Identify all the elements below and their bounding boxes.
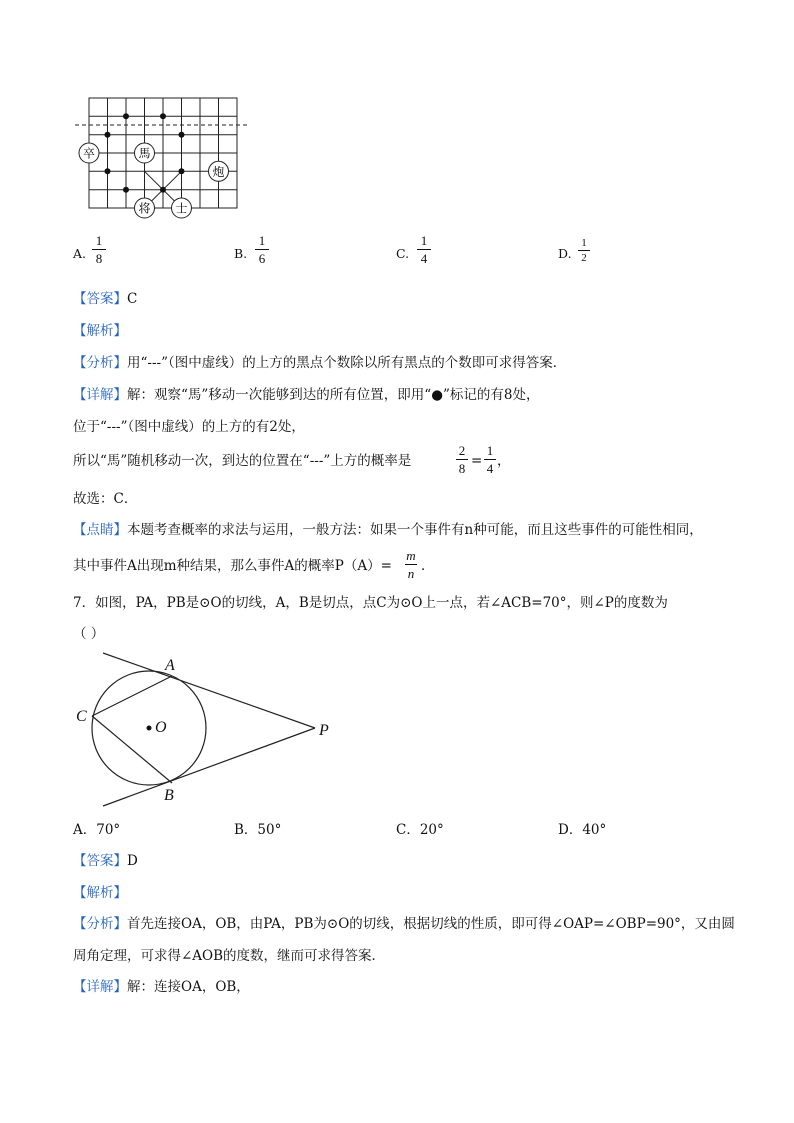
q6-answer (73, 290, 137, 308)
label-o: O (155, 719, 167, 736)
svg-text:炮: 炮 (212, 164, 225, 179)
piece-zu (79, 143, 99, 163)
detail-tag: 【详解】 (73, 387, 127, 403)
q7-detail-line-1 (73, 978, 250, 996)
answer-tag: 【答案】 (73, 291, 127, 307)
detail-tag: 【详解】 (73, 979, 127, 995)
piece-shi (172, 198, 192, 218)
q6-comment-line-2: 其中事件A出现m种结果，那么事件A的概率P（A）= (73, 558, 392, 574)
q6-detail-line-3: 所以“馬”随机移动一次，到达的位置在“---”上方的概率是 (73, 453, 412, 469)
piece-jiang (135, 198, 155, 218)
chess-board-figure (70, 88, 260, 223)
q6-prob-frac-1: 2 8 (456, 443, 468, 476)
q7-stem-line-2: （ ） (73, 626, 105, 642)
q6-prob-frac-2: 1 4 (484, 443, 496, 476)
answer-tag: 【答案】 (73, 853, 127, 869)
q6-detail-line-1 (73, 386, 539, 404)
fenxi-tag: 【分析】 (73, 916, 127, 932)
answer-value: C (127, 291, 138, 307)
label-c: C (76, 708, 87, 725)
label-a: A (165, 657, 175, 674)
chord-ca (92, 676, 172, 716)
q7-option-d: D．40° (558, 822, 607, 838)
q7-answer (73, 852, 138, 870)
detail-text: 解：观察“馬”移动一次能够到达的所有位置，即用“●”标记的有8处， (127, 387, 540, 403)
q6-option-d-fraction: 1 2 (578, 237, 590, 264)
label-p: P (319, 722, 329, 739)
fenxi-tag: 【分析】 (73, 355, 127, 371)
q6-option-c-fraction: 1 4 (417, 233, 431, 266)
q6-comment-line-1 (73, 521, 703, 539)
q6-equals: = (471, 453, 483, 469)
q6-option-a-fraction: 1 8 (92, 233, 106, 266)
fenxi-text: 用“---”（图中虚线）的上方的黑点个数除以所有黑点的个数即可求得答案． (127, 355, 567, 371)
svg-text:卒: 卒 (82, 146, 96, 161)
q7-analysis-tag: 【解析】 (73, 885, 127, 901)
q7-stem-line-1: 7．如图，PA，PB是⊙O的切线，A，B是切点，点C为⊙O上一点，若∠ACB=70°，则∠P的度数为 (73, 595, 668, 611)
q6-conclusion: 故选：C． (73, 491, 138, 507)
label-b: B (164, 787, 174, 804)
q6-detail-line-3-end: ， (497, 453, 511, 469)
q6-option-b-fraction: 1 6 (255, 233, 269, 266)
fenxi-text: 首先连接OA，OB，由PA，PB为⊙O的切线，根据切线的性质，即可得∠OAP=∠OBP=90°，又由圆 (127, 916, 735, 932)
q6-option-c-label: C. (396, 246, 410, 261)
tangent-pb (103, 728, 315, 806)
q6-fenxi (73, 354, 566, 372)
q6-option-a-label: A. (73, 246, 87, 261)
answer-value: D (127, 853, 138, 869)
center-dot (147, 726, 152, 731)
q7-option-c: C．20° (396, 822, 444, 838)
q7-option-b: B．50° (234, 822, 282, 838)
svg-text:将: 将 (138, 201, 151, 216)
q7-circle-figure (70, 648, 340, 813)
detail-text: 解：连接OA，OB， (127, 979, 250, 995)
q6-option-d-label: D. (558, 246, 572, 261)
comment-text: 本题考查概率的求法与运用，一般方法：如果一个事件有n种可能，而且这些事件的可能性相同， (127, 522, 703, 538)
svg-text:士: 士 (175, 201, 188, 216)
q6-comment-end: ． (421, 558, 435, 574)
comment-tag: 【点睛】 (73, 522, 127, 538)
svg-text:馬: 馬 (138, 146, 151, 161)
piece-ma (135, 143, 155, 163)
q6-detail-line-2: 位于“---”（图中虚线）的上方的有2处， (73, 419, 305, 435)
q6-option-b-label: B. (234, 246, 248, 261)
q6-analysis-tag: 【解析】 (73, 323, 127, 339)
piece-pao (209, 161, 229, 181)
q7-fenxi-line-1 (73, 915, 735, 933)
tangent-pa (103, 653, 315, 728)
q7-fenxi-line-2: 周角定理，可求得∠AOB的度数，继而可求得答案． (73, 948, 386, 964)
q6-comment-fraction: m n (406, 548, 416, 581)
q7-option-a: A．70° (73, 822, 121, 838)
